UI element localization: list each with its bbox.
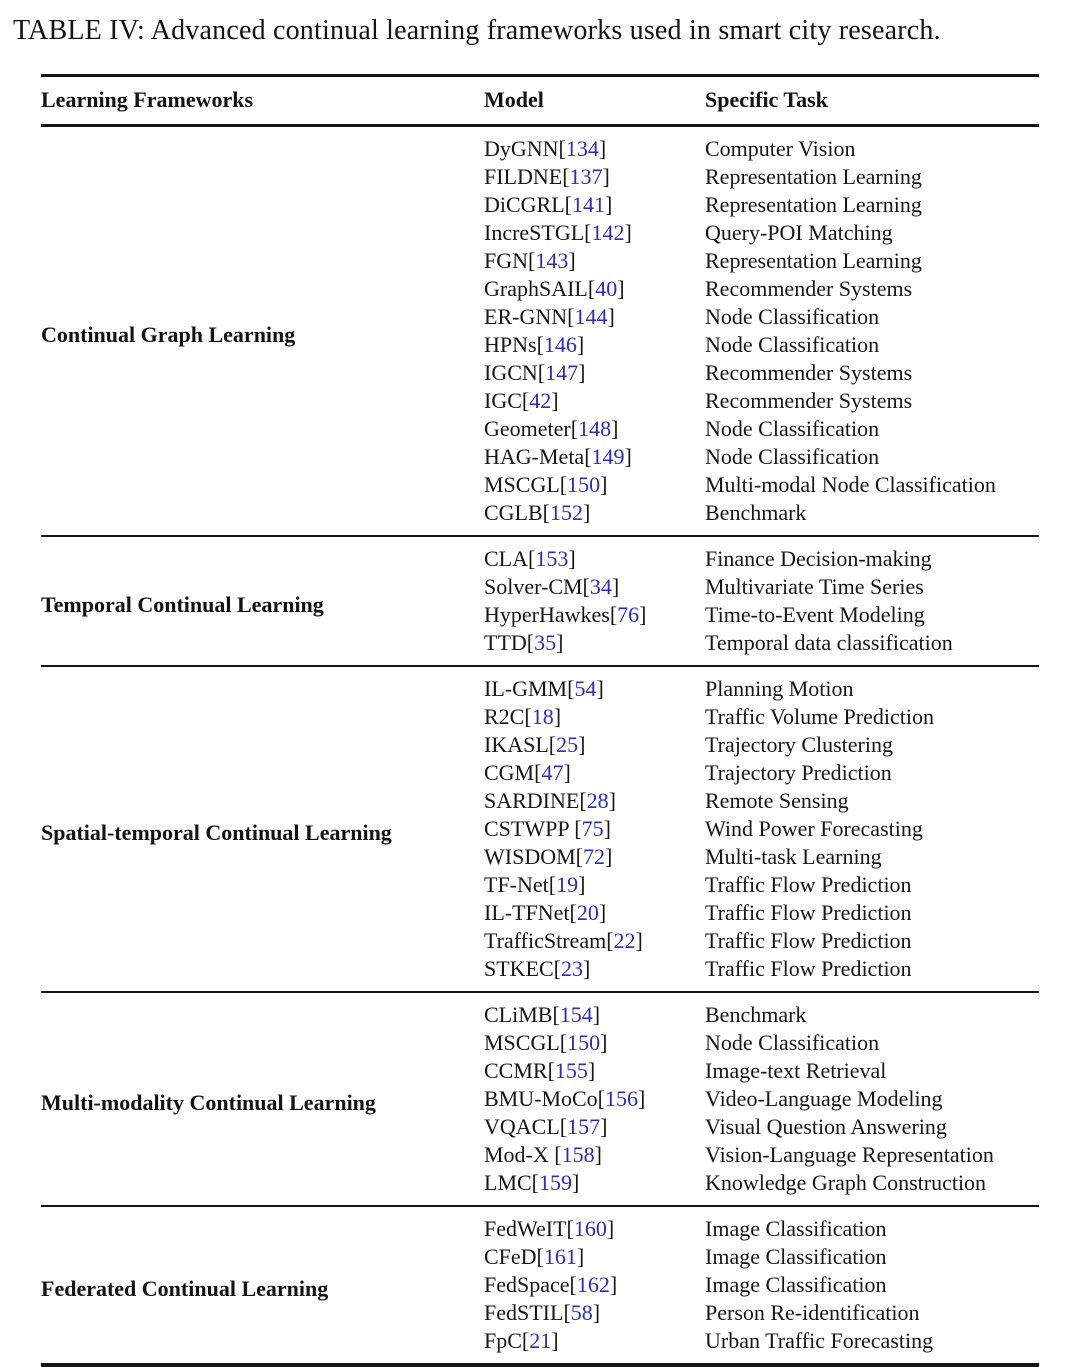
task-cell: Query-POI Matching <box>705 220 893 245</box>
framework-group <box>41 536 1039 666</box>
model-name: IncreSTGL[ <box>484 220 592 245</box>
table-row <box>41 1206 1039 1243</box>
citation-link[interactable]: 134 <box>565 136 599 161</box>
citation-link[interactable]: 40 <box>595 276 618 301</box>
citation-link[interactable]: 35 <box>534 630 557 655</box>
model-cell <box>484 703 705 731</box>
model-name: FedSTIL[ <box>484 1300 571 1325</box>
model-cell <box>484 1271 705 1299</box>
model-bracket-close: ] <box>600 472 608 497</box>
task-cell: Representation Learning <box>705 248 922 273</box>
model-cell <box>484 471 705 499</box>
model-name: IGC[ <box>484 388 530 413</box>
model-bracket-close: ] <box>607 304 615 329</box>
model-cell <box>484 331 705 359</box>
model-bracket-close: ] <box>606 1216 615 1241</box>
model-cell <box>484 927 705 955</box>
model-bracket-close: ] <box>578 872 586 897</box>
task-cell: Traffic Flow Prediction <box>705 900 912 925</box>
model-bracket-close: ] <box>611 416 619 441</box>
model-name: WISDOM[ <box>484 844 583 869</box>
table-caption: TABLE IV: Advanced continual learning frameworks used in smart city research. <box>13 15 941 46</box>
model-cell <box>484 1085 705 1113</box>
model-bracket-close: ] <box>551 1328 559 1353</box>
citation-link[interactable]: 76 <box>617 602 640 627</box>
model-name: IL-GMM[ <box>484 676 575 701</box>
model-name: HPNs[ <box>484 332 544 357</box>
model-bracket-close: ] <box>624 444 632 469</box>
task-cell: Benchmark <box>705 1002 807 1027</box>
model-cell <box>484 1299 705 1327</box>
model-name: FILDNE[ <box>484 164 570 189</box>
model-bracket-close: ] <box>600 1030 608 1055</box>
model-cell <box>484 787 705 815</box>
task-cell: Image Classification <box>705 1216 887 1241</box>
model-cell <box>484 1327 705 1365</box>
framework-group <box>41 1206 1039 1365</box>
citation-link[interactable]: 18 <box>531 704 554 729</box>
model-bracket-close: ] <box>576 332 585 357</box>
citation-link[interactable]: 158 <box>561 1142 595 1167</box>
model-cell <box>484 629 705 666</box>
model-name: CGM[ <box>484 760 542 785</box>
model-name: MSCGL[ <box>484 1030 568 1055</box>
model-cell <box>484 871 705 899</box>
framework-label: Continual Graph Learning <box>41 322 296 347</box>
model-bracket-close: ] <box>617 276 625 301</box>
model-name: ER-GNN[ <box>484 304 575 329</box>
model-cell <box>484 359 705 387</box>
task-cell: Node Classification <box>705 1030 880 1055</box>
task-cell: Node Classification <box>705 304 880 329</box>
task-cell: Remote Sensing <box>705 788 849 813</box>
citation-link[interactable]: 148 <box>578 416 612 441</box>
citation-link[interactable]: 28 <box>586 788 609 813</box>
model-bracket-close: ] <box>605 844 613 869</box>
model-name: CCMR[ <box>484 1058 555 1083</box>
table-row <box>41 536 1039 573</box>
model-cell <box>484 163 705 191</box>
model-name: VQACL[ <box>484 1114 568 1139</box>
frameworks-table <box>41 74 1039 1367</box>
task-cell: Urban Traffic Forecasting <box>705 1328 934 1353</box>
citation-link[interactable]: 72 <box>583 844 605 869</box>
citation-link[interactable]: 25 <box>556 732 579 757</box>
model-bracket-close: ] <box>583 956 591 981</box>
model-name: DiCGRL[ <box>484 192 572 217</box>
citation-link[interactable]: 160 <box>573 1216 607 1241</box>
model-name: TrafficStream[ <box>484 928 614 953</box>
model-name: IGCN[ <box>484 360 546 385</box>
task-cell: Knowledge Graph Construction <box>705 1170 987 1195</box>
model-cell <box>484 536 705 573</box>
model-bracket-close: ] <box>611 574 620 599</box>
task-cell: Image-text Retrieval <box>705 1058 887 1083</box>
model-cell <box>484 387 705 415</box>
model-bracket-close: ] <box>608 788 616 813</box>
framework-label: Multi-modality Continual Learning <box>41 1090 376 1115</box>
model-name: HAG-Meta[ <box>484 444 592 469</box>
model-bracket-close: ] <box>587 1058 596 1083</box>
citation-link[interactable]: 75 <box>581 816 604 841</box>
model-cell <box>484 1029 705 1057</box>
model-bracket-close: ] <box>556 630 564 655</box>
citation-link[interactable]: 154 <box>559 1002 593 1027</box>
model-bracket-close: ] <box>605 192 613 217</box>
model-cell <box>484 1169 705 1206</box>
task-cell: Multi-task Learning <box>705 844 882 869</box>
model-name: DyGNN[ <box>484 136 566 161</box>
citation-link[interactable]: 153 <box>535 546 569 571</box>
model-name: HyperHawkes[ <box>484 602 618 627</box>
model-cell <box>484 499 705 536</box>
task-cell: Multi-modal Node Classification <box>705 472 996 497</box>
column-header-specific-task: Specific Task <box>705 87 828 112</box>
citation-link[interactable]: 34 <box>589 574 612 599</box>
model-bracket-close: ] <box>598 136 607 161</box>
framework-group <box>41 666 1039 992</box>
model-name: Geometer[ <box>484 416 579 441</box>
task-cell: Node Classification <box>705 444 880 469</box>
model-name: MSCGL[ <box>484 472 568 497</box>
citation-link[interactable]: 149 <box>591 444 625 469</box>
model-bracket-close: ] <box>583 500 591 525</box>
citation-link[interactable]: 54 <box>574 676 597 701</box>
model-cell <box>484 1243 705 1271</box>
table-header-row <box>41 76 1039 126</box>
model-bracket-close: ] <box>594 1142 602 1167</box>
model-name: FpC[ <box>484 1328 530 1353</box>
framework-label: Spatial-temporal Continual Learning <box>41 820 392 845</box>
table-row <box>41 126 1039 164</box>
citation-link[interactable]: 150 <box>567 472 601 497</box>
model-bracket-close: ] <box>639 602 647 627</box>
model-bracket-close: ] <box>568 248 576 273</box>
model-cell <box>484 443 705 471</box>
citation-link[interactable]: 161 <box>543 1244 577 1269</box>
model-name: CLiMB[ <box>484 1002 560 1027</box>
task-cell: Representation Learning <box>705 164 922 189</box>
task-cell: Traffic Flow Prediction <box>705 956 912 981</box>
model-bracket-close: ] <box>553 704 562 729</box>
model-bracket-close: ] <box>602 164 610 189</box>
model-bracket-close: ] <box>551 388 559 413</box>
framework-label: Federated Continual Learning <box>41 1276 329 1301</box>
citation-link[interactable]: 162 <box>576 1272 610 1297</box>
model-name: STKEC[ <box>484 956 561 981</box>
framework-group <box>41 126 1039 537</box>
model-cell <box>484 415 705 443</box>
model-name: LMC[ <box>484 1170 539 1195</box>
task-cell: Node Classification <box>705 332 880 357</box>
model-cell <box>484 303 705 331</box>
framework-label: Temporal Continual Learning <box>41 592 324 617</box>
citation-link[interactable]: 159 <box>539 1170 572 1195</box>
citation-link[interactable]: 152 <box>550 500 583 525</box>
model-cell <box>484 1057 705 1085</box>
table-row <box>41 992 1039 1029</box>
task-cell: Video-Language Modeling <box>705 1086 943 1111</box>
model-bracket-close: ] <box>568 546 576 571</box>
task-cell: Planning Motion <box>705 676 854 701</box>
model-cell <box>484 247 705 275</box>
model-cell <box>484 601 705 629</box>
model-name: TTD[ <box>484 630 535 655</box>
task-cell: Visual Question Answering <box>705 1114 947 1139</box>
model-cell <box>484 759 705 787</box>
model-cell <box>484 1113 705 1141</box>
task-cell: Wind Power Forecasting <box>705 816 923 841</box>
model-name: CLA[ <box>484 546 536 571</box>
model-name: BMU-MoCo[ <box>484 1086 606 1111</box>
task-cell: Image Classification <box>705 1272 887 1297</box>
task-cell: Time-to-Event Modeling <box>705 602 925 627</box>
citation-link[interactable]: 23 <box>561 956 583 981</box>
citation-link[interactable]: 142 <box>591 220 625 245</box>
model-cell <box>484 843 705 871</box>
citation-link[interactable]: 20 <box>576 900 599 925</box>
citation-link[interactable]: 150 <box>567 1030 601 1055</box>
model-cell <box>484 992 705 1029</box>
citation-link[interactable]: 19 <box>556 872 579 897</box>
task-cell: Recommender Systems <box>705 276 913 301</box>
model-name: FedWeIT[ <box>484 1216 574 1241</box>
task-cell: Traffic Flow Prediction <box>705 872 912 897</box>
model-bracket-close: ] <box>596 676 604 701</box>
task-cell: Traffic Volume Prediction <box>705 704 934 729</box>
model-bracket-close: ] <box>638 1086 646 1111</box>
task-cell: Representation Learning <box>705 192 922 217</box>
model-cell <box>484 666 705 703</box>
task-cell: Recommender Systems <box>705 388 913 413</box>
model-bracket-close: ] <box>603 816 611 841</box>
model-cell <box>484 955 705 992</box>
model-name: Solver-CM[ <box>484 574 590 599</box>
task-cell: Computer Vision <box>705 136 856 161</box>
model-name: IKASL[ <box>484 732 557 757</box>
model-cell <box>484 815 705 843</box>
model-name: CGLB[ <box>484 500 550 525</box>
citation-link[interactable]: 146 <box>543 332 577 357</box>
citation-link[interactable]: 58 <box>570 1300 593 1325</box>
model-bracket-close: ] <box>578 732 586 757</box>
task-cell: Recommender Systems <box>705 360 913 385</box>
task-cell: Benchmark <box>705 500 807 525</box>
citation-link[interactable]: 157 <box>567 1114 601 1139</box>
citation-link[interactable]: 137 <box>569 164 603 189</box>
model-bracket-close: ] <box>600 1114 608 1139</box>
model-name: FGN[ <box>484 248 536 273</box>
model-cell <box>484 126 705 164</box>
model-name: SARDINE[ <box>484 788 587 813</box>
model-bracket-close: ] <box>609 1272 618 1297</box>
model-name: FedSpace[ <box>484 1272 577 1297</box>
model-name: Mod-X [ <box>484 1142 562 1167</box>
task-cell: Trajectory Clustering <box>705 732 893 757</box>
model-cell <box>484 219 705 247</box>
task-cell: Vision-Language Representation <box>705 1142 994 1167</box>
task-cell: Person Re-identification <box>705 1300 920 1325</box>
task-cell: Finance Decision-making <box>705 546 932 571</box>
model-name: CSTWPP [ <box>484 816 582 841</box>
model-cell <box>484 899 705 927</box>
task-cell: Trajectory Prediction <box>705 760 892 785</box>
framework-group <box>41 992 1039 1206</box>
model-cell <box>484 275 705 303</box>
citation-link[interactable]: 21 <box>529 1328 552 1353</box>
task-cell: Node Classification <box>705 416 880 441</box>
model-bracket-close: ] <box>624 220 632 245</box>
model-bracket-close: ] <box>576 1244 585 1269</box>
citation-link[interactable]: 42 <box>529 388 552 413</box>
citation-link[interactable]: 141 <box>572 192 605 217</box>
model-name: GraphSAIL[ <box>484 276 596 301</box>
citation-link[interactable]: 144 <box>574 304 608 329</box>
model-bracket-close: ] <box>592 1002 601 1027</box>
citation-link[interactable]: 143 <box>535 248 569 273</box>
model-bracket-close: ] <box>635 928 643 953</box>
task-cell: Temporal data classification <box>705 630 953 655</box>
citation-link[interactable]: 155 <box>554 1058 588 1083</box>
model-name: IL-TFNet[ <box>484 900 577 925</box>
column-header-model: Model <box>484 87 544 112</box>
column-header-learning-frameworks: Learning Frameworks <box>41 87 254 112</box>
model-bracket-close: ] <box>572 1170 580 1195</box>
model-bracket-close: ] <box>592 1300 601 1325</box>
model-cell <box>484 573 705 601</box>
task-cell: Traffic Flow Prediction <box>705 928 912 953</box>
task-cell: Multivariate Time Series <box>705 574 924 599</box>
task-cell: Image Classification <box>705 1244 887 1269</box>
table-row <box>41 666 1039 703</box>
citation-link[interactable]: 147 <box>545 360 579 385</box>
model-bracket-close: ] <box>598 900 607 925</box>
model-name: CFeD[ <box>484 1244 544 1269</box>
citation-link[interactable]: 156 <box>605 1086 639 1111</box>
model-name: R2C[ <box>484 704 532 729</box>
model-cell <box>484 731 705 759</box>
model-cell <box>484 1141 705 1169</box>
model-bracket-close: ] <box>578 360 586 385</box>
model-name: TF-Net[ <box>484 872 557 897</box>
model-cell <box>484 1206 705 1243</box>
model-cell <box>484 191 705 219</box>
citation-link[interactable]: 22 <box>613 928 636 953</box>
model-bracket-close: ] <box>563 760 571 785</box>
citation-link[interactable]: 47 <box>541 760 564 785</box>
